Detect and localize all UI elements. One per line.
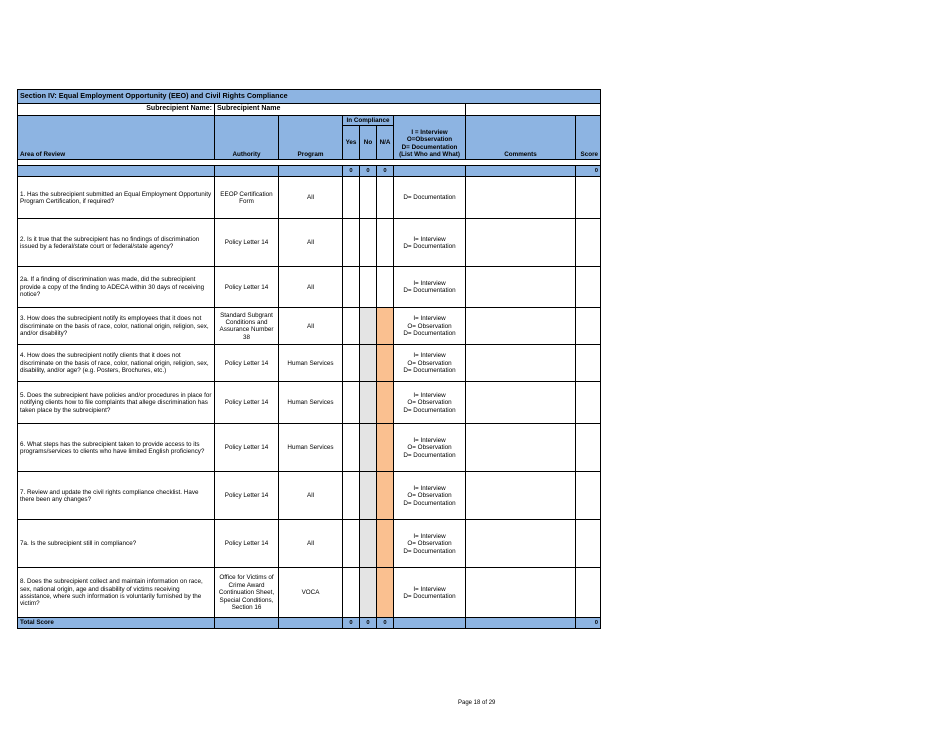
header-comments: Comments <box>466 116 576 160</box>
area-of-review-cell: 8. Does the subrecipient collect and maintain information on race, sex, national origin, age and disability of victims receiving assistance, where such information is voluntarily furnished by the victim? <box>18 568 215 618</box>
no-cell[interactable] <box>360 308 377 345</box>
no-cell[interactable] <box>360 177 377 219</box>
table-row <box>18 308 601 345</box>
program-cell: VOCA <box>279 568 343 618</box>
method-line: D= Documentation <box>403 242 456 250</box>
header-in-compliance: In Compliance <box>343 116 394 126</box>
yes-cell[interactable] <box>343 177 360 219</box>
yes-cell[interactable] <box>343 568 360 618</box>
yes-cell[interactable] <box>343 424 360 472</box>
na-cell[interactable] <box>377 520 394 568</box>
method-line: D= Documentation <box>403 367 456 375</box>
authority-cell: Policy Letter 14 <box>215 345 279 382</box>
score-cell[interactable] <box>576 568 601 618</box>
comments-cell[interactable] <box>466 308 576 345</box>
header-authority: Authority <box>215 116 279 160</box>
header-no: No <box>360 126 377 160</box>
subrecipient-name: Subrecipient Name <box>215 104 466 116</box>
header-method <box>394 116 466 160</box>
total-cell <box>394 618 466 628</box>
method-line: O= Observation <box>407 399 452 407</box>
summary-na: 0 <box>377 166 394 177</box>
method-line: I = Interview <box>411 128 448 136</box>
area-of-review-cell: 6. What steps has the subrecipient taken to provide access to its programs/services to clients who have limited English proficiency? <box>18 424 215 472</box>
header-yes: Yes <box>343 126 360 160</box>
method-line: I= Interview <box>413 391 446 399</box>
authority-cell: Policy Letter 14 <box>215 219 279 267</box>
method-line: I= Interview <box>413 436 446 444</box>
method-cell <box>394 472 466 520</box>
comments-cell[interactable] <box>466 424 576 472</box>
summary-cell <box>215 166 279 177</box>
comments-cell[interactable] <box>466 568 576 618</box>
table-row <box>18 345 601 382</box>
table-row <box>18 267 601 308</box>
authority-cell: EEOP Certification Form <box>215 177 279 219</box>
na-cell[interactable] <box>377 568 394 618</box>
summary-yes: 0 <box>343 166 360 177</box>
score-cell[interactable] <box>576 472 601 520</box>
comments-cell[interactable] <box>466 472 576 520</box>
method-line: D= Documentation <box>403 499 456 507</box>
total-na: 0 <box>377 618 394 628</box>
method-line: I= Interview <box>413 352 446 360</box>
section-title: Section IV: Equal Employment Opportunity (EEO) and Civil Rights Compliance <box>18 90 601 104</box>
na-cell[interactable] <box>377 424 394 472</box>
header-na: N/A <box>377 126 394 160</box>
method-cell <box>394 308 466 345</box>
authority-cell: Policy Letter 14 <box>215 267 279 308</box>
total-yes: 0 <box>343 618 360 628</box>
program-cell: All <box>279 177 343 219</box>
method-line: D= Documentation <box>403 451 456 459</box>
program-cell: Human Services <box>279 424 343 472</box>
score-cell[interactable] <box>576 219 601 267</box>
method-line: D= Documentation <box>403 406 456 414</box>
area-of-review-cell: 3. How does the subrecipient notify its employees that it does not discriminate on the basis of race, color, national origin, religion, sex, and/or disability? <box>18 308 215 345</box>
comments-cell[interactable] <box>466 520 576 568</box>
method-line: D= Documentation <box>403 330 456 338</box>
na-cell[interactable] <box>377 345 394 382</box>
comments-cell[interactable] <box>466 267 576 308</box>
header-area-of-review: Area of Review <box>18 116 215 160</box>
yes-cell[interactable] <box>343 382 360 424</box>
summary-no: 0 <box>360 166 377 177</box>
na-cell[interactable] <box>377 177 394 219</box>
method-line: I= Interview <box>413 484 446 492</box>
area-of-review-cell: 2a. If a finding of discrimination was made, did the subrecipient provide a copy of the finding to ADECA within 30 days of receiving notice? <box>18 267 215 308</box>
method-line: O= Observation <box>407 492 452 500</box>
method-cell <box>394 177 466 219</box>
method-line: (List Who and What) <box>399 151 460 158</box>
header-score: Score <box>576 116 601 160</box>
method-line: O= Observation <box>407 444 452 452</box>
total-score-label: Total Score <box>18 618 215 628</box>
yes-cell[interactable] <box>343 219 360 267</box>
program-cell: Human Services <box>279 345 343 382</box>
table-row <box>18 424 601 472</box>
total-score: 0 <box>576 618 601 628</box>
total-no: 0 <box>360 618 377 628</box>
summary-cell <box>466 166 576 177</box>
yes-cell[interactable] <box>343 472 360 520</box>
method-cell <box>394 424 466 472</box>
score-cell[interactable] <box>576 382 601 424</box>
method-line: O=Observation <box>406 136 453 144</box>
na-cell[interactable] <box>377 219 394 267</box>
summary-cell <box>18 166 215 177</box>
authority-cell: Policy Letter 14 <box>215 520 279 568</box>
method-line: O= Observation <box>407 359 452 367</box>
table-row <box>18 568 601 618</box>
area-of-review-cell: 2. Is it true that the subrecipient has no findings of discrimination issued by a federal/state court or federal/state agency? <box>18 219 215 267</box>
summary-score: 0 <box>576 166 601 177</box>
yes-cell[interactable] <box>343 267 360 308</box>
subrecipient-blank <box>466 104 601 116</box>
program-cell: Human Services <box>279 382 343 424</box>
method-cell <box>394 568 466 618</box>
table-row <box>18 472 601 520</box>
na-cell[interactable] <box>377 472 394 520</box>
method-cell <box>394 345 466 382</box>
area-of-review-cell: 7a. Is the subrecipient still in compliance? <box>18 520 215 568</box>
score-cell[interactable] <box>576 308 601 345</box>
no-cell[interactable] <box>360 424 377 472</box>
method-line: D= Documentation <box>403 287 456 295</box>
no-cell[interactable] <box>360 267 377 308</box>
eeo-compliance-table <box>17 89 601 629</box>
program-cell: All <box>279 219 343 267</box>
method-cell <box>394 382 466 424</box>
total-cell <box>466 618 576 628</box>
summary-cell <box>394 166 466 177</box>
no-cell[interactable] <box>360 520 377 568</box>
score-cell[interactable] <box>576 520 601 568</box>
authority-cell: Policy Letter 14 <box>215 382 279 424</box>
table-row <box>18 382 601 424</box>
method-line: D= Documentation <box>403 547 456 555</box>
program-cell: All <box>279 472 343 520</box>
yes-cell[interactable] <box>343 345 360 382</box>
no-cell[interactable] <box>360 568 377 618</box>
subrecipient-label: Subrecipient Name: <box>18 104 215 116</box>
area-of-review-cell: 7. Review and update the civil rights compliance checklist. Have there been any changes? <box>18 472 215 520</box>
summary-row <box>18 166 601 177</box>
yes-cell[interactable] <box>343 520 360 568</box>
area-of-review-cell: 1. Has the subrecipient submitted an Equal Employment Opportunity Program Certification, if required? <box>18 177 215 219</box>
yes-cell[interactable] <box>343 308 360 345</box>
comments-cell[interactable] <box>466 345 576 382</box>
authority-cell: Standard Subgrant Conditions and Assurance Number 38 <box>215 308 279 345</box>
method-line: O= Observation <box>407 322 452 330</box>
na-cell[interactable] <box>377 308 394 345</box>
score-cell[interactable] <box>576 345 601 382</box>
authority-cell: Policy Letter 14 <box>215 472 279 520</box>
score-cell[interactable] <box>576 177 601 219</box>
method-line: I= Interview <box>413 280 446 287</box>
comments-cell[interactable] <box>466 382 576 424</box>
score-cell[interactable] <box>576 267 601 308</box>
method-cell <box>394 267 466 308</box>
table-row <box>18 219 601 267</box>
header-program: Program <box>279 116 343 160</box>
no-cell[interactable] <box>360 472 377 520</box>
method-cell <box>394 219 466 267</box>
program-cell: All <box>279 267 343 308</box>
na-cell[interactable] <box>377 267 394 308</box>
score-cell[interactable] <box>576 424 601 472</box>
no-cell[interactable] <box>360 382 377 424</box>
program-cell: All <box>279 308 343 345</box>
total-cell <box>215 618 279 628</box>
total-cell <box>279 618 343 628</box>
method-cell <box>394 520 466 568</box>
comments-cell[interactable] <box>466 219 576 267</box>
summary-cell <box>279 166 343 177</box>
area-of-review-cell: 5. Does the subrecipient have policies and/or procedures in place for notifying clients how to file complaints that allege discrimination has taken place by the subrecipient? <box>18 382 215 424</box>
method-line: I= Interview <box>413 532 446 540</box>
method-line: D= Documentation <box>403 194 456 202</box>
total-score-row <box>18 618 601 628</box>
authority-cell: Office for Victims of Crime Award Continuation Sheet, Special Conditions, Section 16 <box>215 568 279 618</box>
method-line: I= Interview <box>413 235 446 243</box>
method-line: D= Documentation <box>401 143 458 151</box>
page-number: Page 18 of 29 <box>458 700 496 706</box>
method-line: D= Documentation <box>403 592 456 600</box>
method-line: I= Interview <box>413 585 446 593</box>
table-row <box>18 520 601 568</box>
no-cell[interactable] <box>360 219 377 267</box>
comments-cell[interactable] <box>466 177 576 219</box>
program-cell: All <box>279 520 343 568</box>
area-of-review-cell: 4. How does the subrecipient notify clients that it does not discriminate on the basis of race, color, national origin, religion, sex, disability, and/or age? (e.g. Posters, Brochures, etc.) <box>18 345 215 382</box>
authority-cell: Policy Letter 14 <box>215 424 279 472</box>
no-cell[interactable] <box>360 345 377 382</box>
na-cell[interactable] <box>377 382 394 424</box>
method-line: I= Interview <box>413 315 446 323</box>
method-line: O= Observation <box>407 540 452 548</box>
table-row <box>18 177 601 219</box>
